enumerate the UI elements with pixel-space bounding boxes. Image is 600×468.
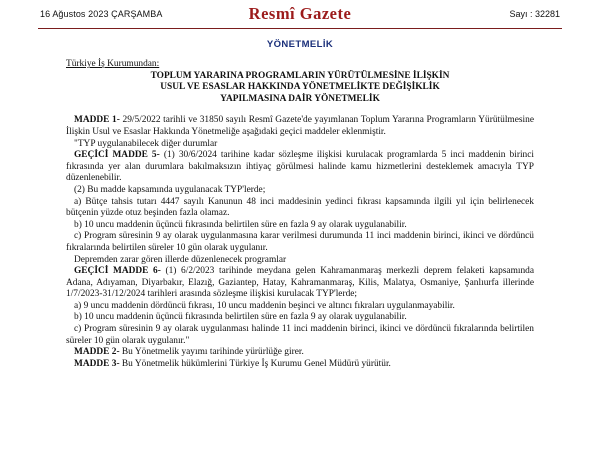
article-3-text: Bu Yönetmelik hükümlerini Türkiye İş Kurumu Genel Müdürü yürütür. (119, 358, 391, 369)
issue-date: 16 Ağustos 2023 ÇARŞAMBA (40, 9, 163, 19)
article-3 (66, 359, 534, 371)
document-body (66, 59, 534, 370)
temporary-article-5-label: GEÇİCİ MADDE 5- (74, 150, 160, 161)
article-1-text: 29/5/2022 tarihli ve 31850 sayılı Resmî Gazete'de yayımlanan Toplum Yararına Programların Yürütülmesine İlişkin Usul ve Esaslar Hakkında Yönetmeliğe aşağıdaki geçici maddeler eklenmiştir. (66, 115, 534, 137)
issue-number: Sayı : 32281 (509, 9, 560, 19)
temporary-article-5-heading: "TYP uygulanabilecek diğer durumlar (74, 138, 218, 149)
temporary-article-6-item-a: a) 9 uncu maddenin dördüncü fıkrası, 10 uncu maddenin beşinci ve altıncı fıkraları uygulanmayabilir. (74, 300, 455, 311)
article-2-text: Bu Yönetmelik yayımı tarihinde yürürlüğe girer. (119, 347, 304, 358)
temporary-article-5-item-b: b) 10 uncu maddenin üçüncü fıkrasında belirtilen süre en fazla 9 ay olarak uygulanabilir. (74, 219, 407, 230)
regulation-title-line: YAPILMASINA DAİR YÖNETMELİK (220, 93, 380, 104)
article-2-label: MADDE 2- (74, 347, 120, 358)
gazette-title: Resmî Gazete (248, 4, 352, 23)
temporary-article-5-text: (1) 30/6/2024 tarihine kadar sözleşme ilişkisi kurulacak programlarda 5 inci maddenin birinci fıkrasında yer alan durumlara bakılmaksızın ihtiyaç görülmesi halinde kamu hizmetlerini desteklemek amacıyla TYP düzenlenebilir. (66, 150, 534, 184)
header-rule (38, 28, 562, 29)
temporary-article-6 (66, 266, 534, 301)
temporary-article-6-heading: Depremden zarar gören illerde düzenlenecek programlar (74, 254, 287, 265)
temporary-article-5-item-a: a) Bütçe tahsis tutarı 4447 sayılı Kanunun 48 inci maddesinin yedinci fıkrası kapsamında ilgili yıl için belirlenecek bütçenin yüzde otuz beşinden fazla olamaz. (66, 196, 534, 219)
regulation-title (66, 71, 534, 106)
temporary-article-6-text: (1) 6/2/2023 tarihinde meydana gelen Kahramanmaraş merkezli deprem felaketi kapsamında Adana, Adıyaman, Diyarbakır, Elazığ, Gaziantep, Hatay, Kahramanmaraş, Kilis, Malatya, Osmaniye, Şanlıurfa illerinde 1/7/2023-31/12/2024 tarihleri arasında sözleşme ilişkisi kurulacak TYP'lerde; (66, 266, 535, 300)
institution-line: Türkiye İş Kurumundan: (66, 59, 160, 69)
temporary-article-6-item-b: b) 10 uncu maddenin üçüncü fıkrasında belirtilen süre en fazla 9 ay olarak uygulanabilir. (74, 312, 407, 323)
article-2 (66, 347, 534, 359)
gazette-header (0, 0, 600, 34)
article-1 (66, 115, 534, 138)
temporary-article-5-item-c: c) Program süresinin 9 ay olarak uygulanmasına karar verilmesi durumunda 11 inci maddenin birinci, ikinci ve dördüncü fıkralarında belirtilen süreler 10 gün olarak uygulanır. (66, 231, 534, 253)
article-3-label: MADDE 3- (74, 358, 120, 369)
temporary-article-5 (66, 150, 534, 185)
article-1-label: MADDE 1- (74, 115, 120, 126)
temporary-article-5-paragraph-2: (2) Bu madde kapsamında uygulanacak TYP'lerde; (74, 184, 266, 195)
section-heading: YÖNETMELİK (266, 39, 334, 50)
regulation-title-line: USUL VE ESASLAR HAKKINDA YÖNETMELİKTE DEĞİŞİKLİK (160, 82, 440, 93)
temporary-article-6-label: GEÇİCİ MADDE 6- (74, 266, 161, 277)
temporary-article-6-item-c: c) Program süresinin 9 ay olarak uygulanması halinde 11 inci maddenin birinci, ikinci ve dördüncü fıkralarında belirtilen süreler 10 gün olarak uygulanır." (66, 324, 534, 346)
regulation-title-line: TOPLUM YARARINA PROGRAMLARIN YÜRÜTÜLMESİNE İLİŞKİN (150, 70, 450, 81)
